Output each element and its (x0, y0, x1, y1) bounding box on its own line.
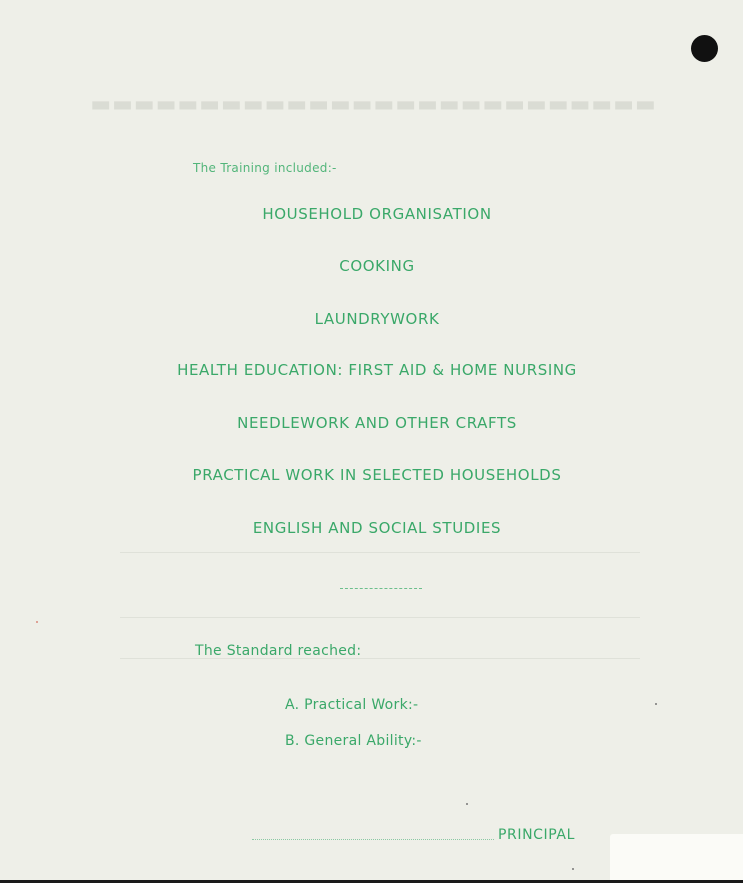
criterion-practical-work: A. Practical Work:- (285, 697, 419, 713)
paper-speck (36, 621, 38, 623)
paper-speck (572, 868, 574, 870)
subject-practical-work: PRACTICAL WORK IN SELECTED HOUSEHOLDS (192, 466, 562, 484)
signature-line (252, 839, 494, 840)
training-intro: The Training included:- (193, 161, 337, 175)
subject-needlework: NEEDLEWORK AND OTHER CRAFTS (237, 414, 517, 432)
section-divider (340, 588, 422, 589)
paper-speck (655, 703, 657, 705)
principal-label: PRINCIPAL (498, 827, 575, 843)
scan-corner (610, 834, 743, 880)
subject-english-social-studies: ENGLISH AND SOCIAL STUDIES (252, 519, 502, 537)
punch-hole (691, 35, 718, 62)
subject-cooking: COOKING (339, 257, 415, 275)
subject-health-education: HEALTH EDUCATION: FIRST AID & HOME NURSING (177, 361, 577, 379)
subject-household-organisation: HOUSEHOLD ORGANISATION (262, 205, 492, 223)
show-through-line (120, 617, 640, 618)
show-through-heading: ▬▬▬▬▬▬▬▬▬▬▬▬▬▬▬▬▬▬▬▬▬▬▬▬▬▬ (89, 92, 656, 117)
show-through-line (120, 552, 640, 553)
criterion-general-ability: B. General Ability:- (285, 733, 422, 749)
standard-reached-label: The Standard reached: (195, 643, 362, 659)
subject-laundrywork: LAUNDRYWORK (314, 310, 440, 328)
paper-speck (466, 803, 468, 805)
